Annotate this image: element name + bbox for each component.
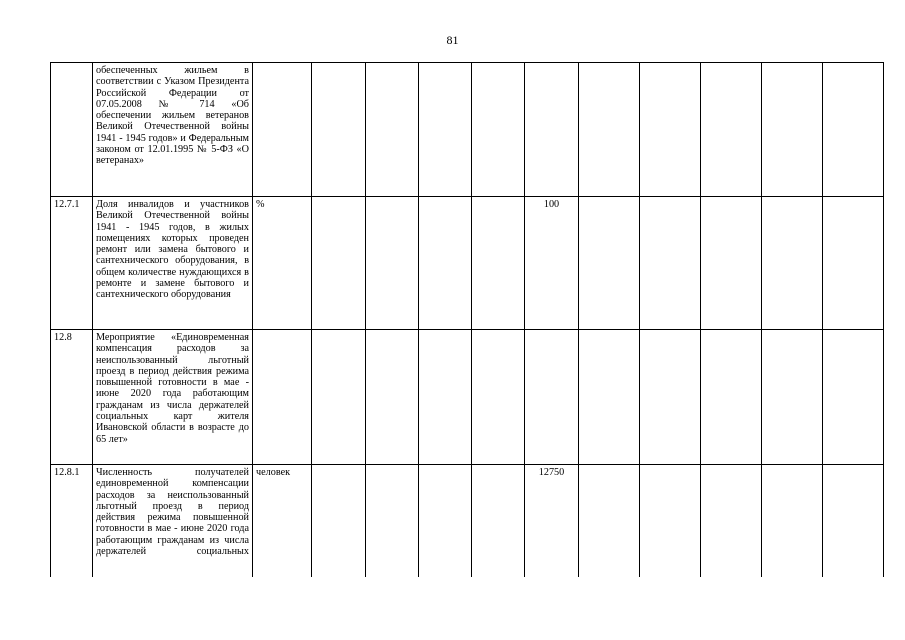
- empty-cell: [579, 63, 640, 197]
- empty-cell: [312, 330, 366, 465]
- row-name: Доля инвалидов и участников Великой Отечественной войны 1941 - 1945 годов, в жилых помещениях которых проведен ремонт или замена бытового и сантехнического оборудования, в общем количестве нуждающихся в ремонте и замене бытового и сантехнического оборудования: [93, 197, 253, 330]
- row-unit: %: [253, 197, 312, 330]
- empty-cell: [823, 63, 884, 197]
- empty-cell: [579, 197, 640, 330]
- empty-cell: [640, 197, 701, 330]
- row-value: [525, 63, 579, 197]
- row-value: 100: [525, 197, 579, 330]
- empty-cell: [472, 465, 525, 577]
- table-row: [51, 330, 884, 465]
- indicator-table: [50, 62, 884, 577]
- table-row: [51, 63, 884, 197]
- empty-cell: [312, 465, 366, 577]
- row-unit: человек: [253, 465, 312, 577]
- row-code: 12.7.1: [51, 197, 93, 330]
- row-name: обеспеченных жильем в соответствии с Указом Президента Российской Федерации от 07.05.2008 № 714 «Об обеспечении жильем ветеранов Великой Отечественной войны 1941 - 1945 годов» и Федеральным законом от 12.01.1995 № 5-ФЗ «О ветеранах»: [93, 63, 253, 197]
- empty-cell: [701, 63, 762, 197]
- empty-cell: [579, 330, 640, 465]
- empty-cell: [701, 197, 762, 330]
- empty-cell: [823, 197, 884, 330]
- empty-cell: [312, 197, 366, 330]
- row-name: Численность получателей единовременной компенсации расходов за неиспользованный льготный проезд в период действия режима повышенной готовности в мае - июне 2020 года работающим гражданам из числа держателей социальных: [93, 465, 253, 577]
- empty-cell: [472, 330, 525, 465]
- table-row: [51, 197, 884, 330]
- empty-cell: [579, 465, 640, 577]
- row-unit: [253, 330, 312, 465]
- table-row: [51, 465, 884, 577]
- empty-cell: [762, 197, 823, 330]
- empty-cell: [419, 330, 472, 465]
- row-value: [525, 330, 579, 465]
- empty-cell: [762, 465, 823, 577]
- empty-cell: [366, 197, 419, 330]
- row-code: 12.8: [51, 330, 93, 465]
- empty-cell: [419, 197, 472, 330]
- empty-cell: [823, 465, 884, 577]
- empty-cell: [762, 63, 823, 197]
- empty-cell: [312, 63, 366, 197]
- empty-cell: [762, 330, 823, 465]
- row-code: [51, 63, 93, 197]
- empty-cell: [640, 330, 701, 465]
- empty-cell: [366, 330, 419, 465]
- empty-cell: [419, 465, 472, 577]
- row-value: 12750: [525, 465, 579, 577]
- empty-cell: [366, 63, 419, 197]
- empty-cell: [640, 63, 701, 197]
- row-unit: [253, 63, 312, 197]
- row-name: Мероприятие «Единовременная компенсация расходов за неиспользованный льготный проезд в период действия режима повышенной готовности в мае - июне 2020 года работающим гражданам из числа держателей социальных карт жителя Ивановской области в возрасте до 65 лет»: [93, 330, 253, 465]
- empty-cell: [701, 465, 762, 577]
- empty-cell: [366, 465, 419, 577]
- empty-cell: [640, 465, 701, 577]
- empty-cell: [472, 63, 525, 197]
- empty-cell: [823, 330, 884, 465]
- row-code: 12.8.1: [51, 465, 93, 577]
- page-number: 81: [446, 33, 459, 47]
- empty-cell: [472, 197, 525, 330]
- empty-cell: [419, 63, 472, 197]
- empty-cell: [701, 330, 762, 465]
